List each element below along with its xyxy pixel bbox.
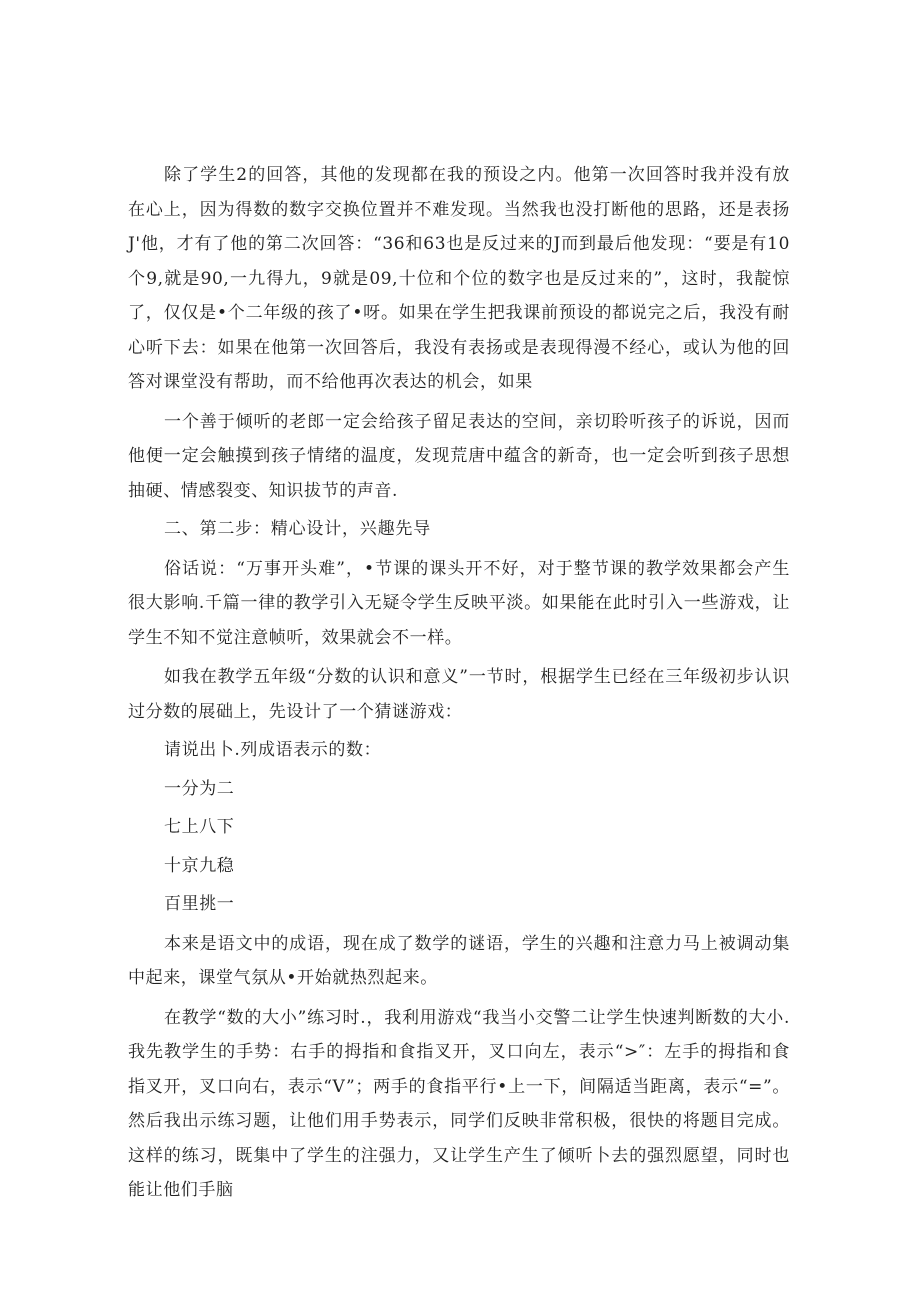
idiom-item: 百里挑一 xyxy=(164,894,235,914)
idiom-item: 一分为二 xyxy=(164,778,235,799)
paragraph-fraction-lesson: 如我在教学五年级“分数的认识和意义”一节时，根据学生已经在三年级初步认识过分数的展础上，先设计了一个猜谜游戏： xyxy=(128,667,790,722)
paragraph-idiom-prompt: 请说出卜.列成语表示的数： xyxy=(164,740,382,760)
paragraph-proverb: 俗话说：“万事开头难”，•节课的课头开不好，对于整节课的教学效果都会产生很大影响.千篇一律的教学引入无疑令学生反映平淡。如果能在此时引入一些游戏，让学生不知不觉注意帧听，效果就会不一样。 xyxy=(128,558,790,648)
paragraph-student-answer: 除了学生2的回答，其他的发现都在我的预设之内。他第一次回答时我并没有放在心上，因为得数的数字交换位置并不难发现。当然我也没打断他的思路，还是表扬J'他，才有了他的第二次回答：“36和63也是反过来的J而到最后他发现：“要是有10个9,就是90,一九得九，9就是09,十位和个位的数字也是反过来的”，这时，我靛惊了，仅仅是•个二年级的孩了•呀。如果在学生把我课前预设的都说完之后，我没有耐心听下去：如果在他第一次回答后，我没有表扬或是表现得漫不经心，或认为他的回答对课堂没有帮助，而不给他再次表达的机会，如果 xyxy=(128,165,790,392)
paragraph-idiom-result: 本来是语文中的成语，现在成了数学的谜语，学生的兴趣和注意力马上被调动集中起来，课堂气氛从•开始就热烈起来。 xyxy=(128,933,790,988)
paragraph-listening-teacher: 一个善于倾听的老郎一定会给孩子留足表达的空间，亲切聆听孩子的诉说，因而他便一定会触摸到孩子情绪的温度，发现荒唐中蕴含的新奇，也一定会听到孩子思想抽硬、情感裂变、知识拔节的声音. xyxy=(128,411,790,501)
paragraph-traffic-game: 在教学“数的大小”练习时.，我利用游戏“我当小交警二让学生快速判断数的大小.我先教学生的手势：右手的拇指和食指叉开，叉口向左，表示“>″：左手的拇指和食指叉开，叉口向右，表示“V”；两手的食指平行•上一下，间隔适当距离，表示“=”。然后我出示练习题，让他们用手势表示，同学们反映非常积极，很快的将题目完成。这样的练习，既集中了学生的注强力，又让学生产生了倾听卜去的强烈愿望，同时也能让他们手脑 xyxy=(128,1007,790,1200)
document-body xyxy=(128,158,790,1208)
idiom-item: 七上八下 xyxy=(164,817,235,837)
idiom-item: 十京九稳 xyxy=(164,855,235,876)
section-heading: 二、第二步：精心设计，兴趣先导 xyxy=(164,519,431,539)
